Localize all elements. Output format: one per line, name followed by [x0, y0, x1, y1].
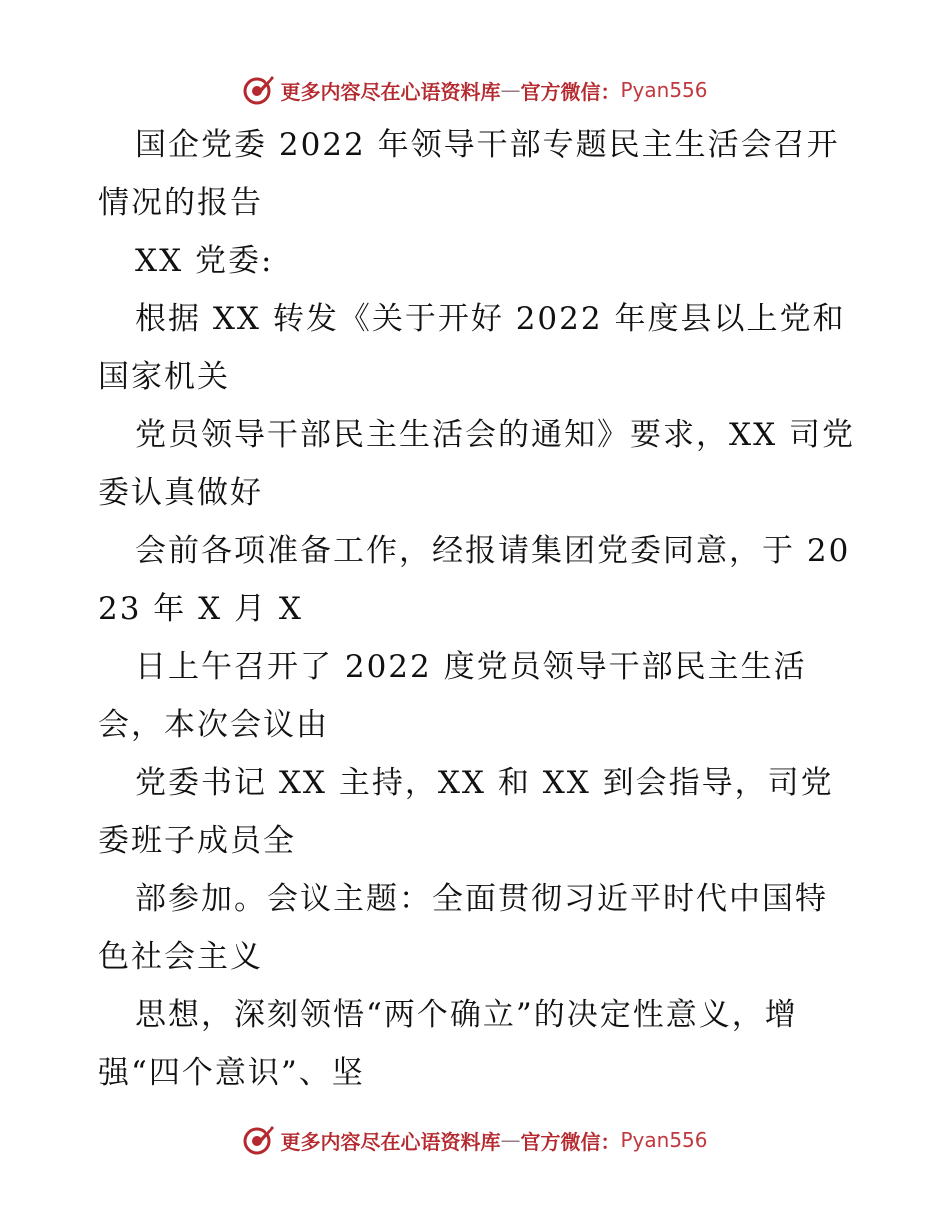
watermark-main-text: 更多内容尽在心语资料库 [280, 1129, 501, 1154]
watermark-account: Pyan556 [620, 78, 708, 102]
watermark-sub-text: 官方微信： [520, 1129, 621, 1154]
document-title: 国企党委 2022 年领导干部专题民主生活会召开情况的报告 [98, 127, 840, 221]
quill-circle-icon [242, 1123, 276, 1157]
watermark-separator: — [500, 78, 521, 102]
watermark-sub-text: 官方微信： [520, 79, 621, 104]
watermark-separator: — [500, 1128, 521, 1152]
paragraph: 党委书记 XX 主持，XX 和 XX 到会指导，司党委班子成员全 [98, 765, 834, 859]
paragraph: 党员领导干部民主生活会的通知》要求，XX 司党委认真做好 [98, 417, 855, 511]
footer-watermark [0, 1120, 950, 1160]
paragraph: 部参加。会议主题：全面贯彻习近平时代中国特色社会主义 [98, 881, 828, 975]
paragraph: 日上午召开了 2022 度党员领导干部民主生活会，本次会议由 [98, 649, 807, 743]
watermark-account: Pyan556 [620, 1128, 708, 1152]
addressee: XX 党委: [135, 243, 274, 279]
paragraph: 根据 XX 转发《关于开好 2022 年度县以上党和国家机关 [98, 301, 846, 395]
watermark-main-text: 更多内容尽在心语资料库 [280, 79, 501, 104]
paragraph: 会前各项准备工作，经报请集团党委同意，于 2023 年 X 月 X [98, 533, 851, 627]
paragraph: 思想，深刻领悟“两个确立”的决定性意义，增强“四个意识”、坚 [98, 997, 798, 1091]
quill-circle-icon [242, 73, 276, 107]
header-watermark [0, 70, 950, 110]
document-body [98, 116, 858, 1102]
